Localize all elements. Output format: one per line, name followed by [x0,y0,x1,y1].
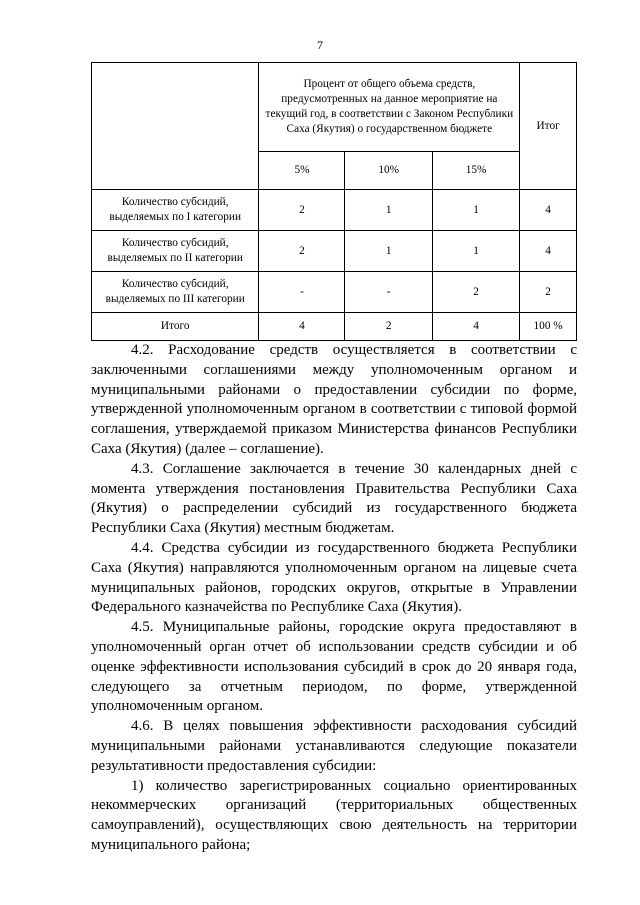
table-cell: - [345,272,432,313]
paragraph-4-6: 4.6. В целях повышения эффективности расходования субсидий муниципальными районами устанавливаются следующие показатели результативности предоставления субсидии: [91,718,577,774]
table-total-row [92,313,577,341]
percent-header-15: 15% [432,152,519,190]
paragraph-4-5: 4.5. Муниципальные районы, городские округа предоставляют в уполномоченный орган отчет об использовании средств субсидии и об оценке эффективности использования субсидий в срок до 20 января года, следующего за отчетным периодом, по форме, утвержденной уполномоченным органом. [91,619,577,715]
total-header: Итог [520,63,577,190]
table-row [92,190,577,231]
table-cell: 1 [345,231,432,272]
list-item-1: 1) количество зарегистрированных социально ориентированных некоммерческих организаций (территориальных общественных самоуправлений), осуществляющих свою деятельность на территории муниципального района; [91,777,577,853]
table-cell: 4 [432,313,519,341]
row-label: Количество субсидий, выделяемых по III категории [92,272,259,313]
table-row [92,231,577,272]
table-cell: 2 [345,313,432,341]
row-label: Количество субсидий, выделяемых по II категории [92,231,259,272]
paragraph-4-2: 4.2. Расходование средств осуществляется в соответствии с заключенными соглашениями между уполномоченным органом и муниципальными районами о предоставлении субсидии по форме, утвержденной уполномоченным органом в соответствии с типовой формой соглашения, утверждаемой приказом Министерства финансов Республики Саха (Якутия) (далее – соглашение). [91,342,577,457]
table-cell: 2 [432,272,519,313]
table-header-row [92,63,577,152]
percent-header-5: 5% [259,152,345,190]
table-cell: 2 [259,231,345,272]
table-cell: 2 [259,190,345,231]
table-cell: 100 % [520,313,577,341]
empty-header-cell [92,63,259,190]
table-cell: 1 [345,190,432,231]
table-cell: 4 [520,190,577,231]
subsidy-distribution-table [91,62,577,341]
table-cell: 4 [259,313,345,341]
table-row [92,272,577,313]
row-label: Количество субсидий, выделяемых по I категории [92,190,259,231]
paragraph-4-3: 4.3. Соглашение заключается в течение 30 календарных дней с момента утверждения постановления Правительства Республики Саха (Якутия) о распределении субсидий из государственного бюджета Республики Саха (Якутия) местным бюджетам. [91,460,577,537]
document-body [91,341,577,856]
table-cell: 1 [432,231,519,272]
paragraph-4-4: 4.4. Средства субсидии из государственного бюджета Республики Саха (Якутия) направляются уполномоченным органом на лицевые счета муниципальных районов, городских округов, открытые в Управлении Федерального казначейства по Республике Саха (Якутия). [91,539,577,616]
percent-group-header: Процент от общего объема средств, предусмотренных на данное мероприятие на текущий год, в соответствии с Законом Республики Саха (Якутия) о государственном бюджете [259,63,520,152]
table-cell: 4 [520,231,577,272]
table-cell: - [259,272,345,313]
table-cell: 2 [520,272,577,313]
page-number: 7 [317,38,323,52]
table-cell: 1 [432,190,519,231]
percent-header-10: 10% [345,152,432,190]
row-label: Итого [92,313,259,341]
